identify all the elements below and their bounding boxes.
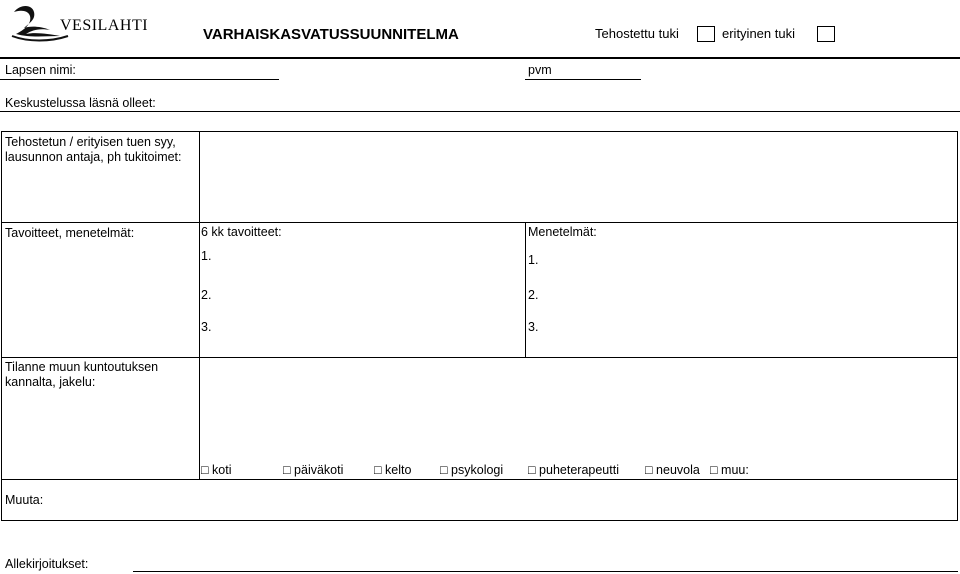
goals-methods-divider bbox=[525, 222, 526, 357]
logo-text: VESILAHTI bbox=[60, 17, 149, 34]
checkbox-icon[interactable]: □ bbox=[528, 463, 536, 477]
date-label: pvm bbox=[528, 63, 552, 77]
distribution-option-label: muu: bbox=[721, 463, 749, 477]
goal-3-number: 3. bbox=[201, 320, 212, 334]
signatures-field[interactable] bbox=[133, 571, 958, 572]
special-support-label: erityinen tuki bbox=[722, 26, 795, 41]
other-field[interactable] bbox=[60, 481, 956, 519]
distribution-option-label: koti bbox=[212, 463, 232, 477]
goal-1-number: 1. bbox=[201, 249, 212, 263]
rehab-label-2: kannalta, jakelu: bbox=[5, 375, 96, 389]
distribution-option[interactable] bbox=[201, 463, 232, 477]
distribution-option[interactable] bbox=[440, 463, 503, 477]
row-divider-3 bbox=[1, 479, 958, 480]
present-field[interactable] bbox=[0, 111, 960, 112]
checkbox-icon[interactable]: □ bbox=[440, 463, 448, 477]
distribution-option-label: neuvola bbox=[656, 463, 700, 477]
distribution-option-label: päiväkoti bbox=[294, 463, 344, 477]
distribution-option-label: kelto bbox=[385, 463, 412, 477]
method-1-number: 1. bbox=[528, 253, 539, 267]
distribution-option-label: puheterapeutti bbox=[539, 463, 619, 477]
enhanced-support-label: Tehostettu tuki bbox=[595, 26, 679, 41]
vesilahti-logo bbox=[10, 2, 165, 44]
special-support-checkbox[interactable] bbox=[817, 26, 835, 42]
other-label: Muuta: bbox=[5, 493, 44, 507]
row-divider-1 bbox=[1, 222, 958, 223]
child-name-field[interactable] bbox=[0, 79, 279, 80]
rehab-label-1: Tilanne muun kuntoutuksen bbox=[5, 360, 159, 374]
distribution-option[interactable] bbox=[283, 463, 343, 477]
reason-label-2: lausunnon antaja, ph tukitoimet: bbox=[5, 150, 182, 164]
distribution-option-label: psykologi bbox=[451, 463, 504, 477]
date-field[interactable] bbox=[525, 79, 641, 80]
enhanced-support-checkbox[interactable] bbox=[697, 26, 715, 42]
reason-label-1: Tehostetun / erityisen tuen syy, bbox=[5, 135, 176, 149]
row-divider-2 bbox=[1, 357, 958, 358]
checkbox-icon[interactable]: □ bbox=[374, 463, 382, 477]
signatures-label: Allekirjoitukset: bbox=[5, 557, 89, 571]
goal-2-number: 2. bbox=[201, 288, 212, 302]
reason-field[interactable] bbox=[201, 133, 956, 221]
checkbox-icon[interactable]: □ bbox=[201, 463, 209, 477]
distribution-option[interactable] bbox=[645, 463, 700, 477]
label-column-divider bbox=[199, 131, 200, 480]
checkbox-icon[interactable]: □ bbox=[645, 463, 653, 477]
header-divider bbox=[0, 57, 960, 59]
checkbox-icon[interactable]: □ bbox=[283, 463, 291, 477]
method-3-number: 3. bbox=[528, 320, 539, 334]
distribution-option[interactable] bbox=[710, 463, 749, 477]
rehab-field[interactable] bbox=[201, 359, 956, 459]
present-label: Keskustelussa läsnä olleet: bbox=[5, 96, 156, 110]
child-name-label: Lapsen nimi: bbox=[5, 63, 76, 77]
distribution-option[interactable] bbox=[374, 463, 411, 477]
method-2-number: 2. bbox=[528, 288, 539, 302]
form-title: VARHAISKASVATUSSUUNNITELMA bbox=[203, 26, 459, 43]
checkbox-icon[interactable]: □ bbox=[710, 463, 718, 477]
distribution-option[interactable] bbox=[528, 463, 619, 477]
goals-methods-label: Tavoitteet, menetelmät: bbox=[5, 226, 135, 240]
methods-label: Menetelmät: bbox=[528, 225, 597, 239]
goals-6m-label: 6 kk tavoitteet: bbox=[201, 225, 282, 239]
